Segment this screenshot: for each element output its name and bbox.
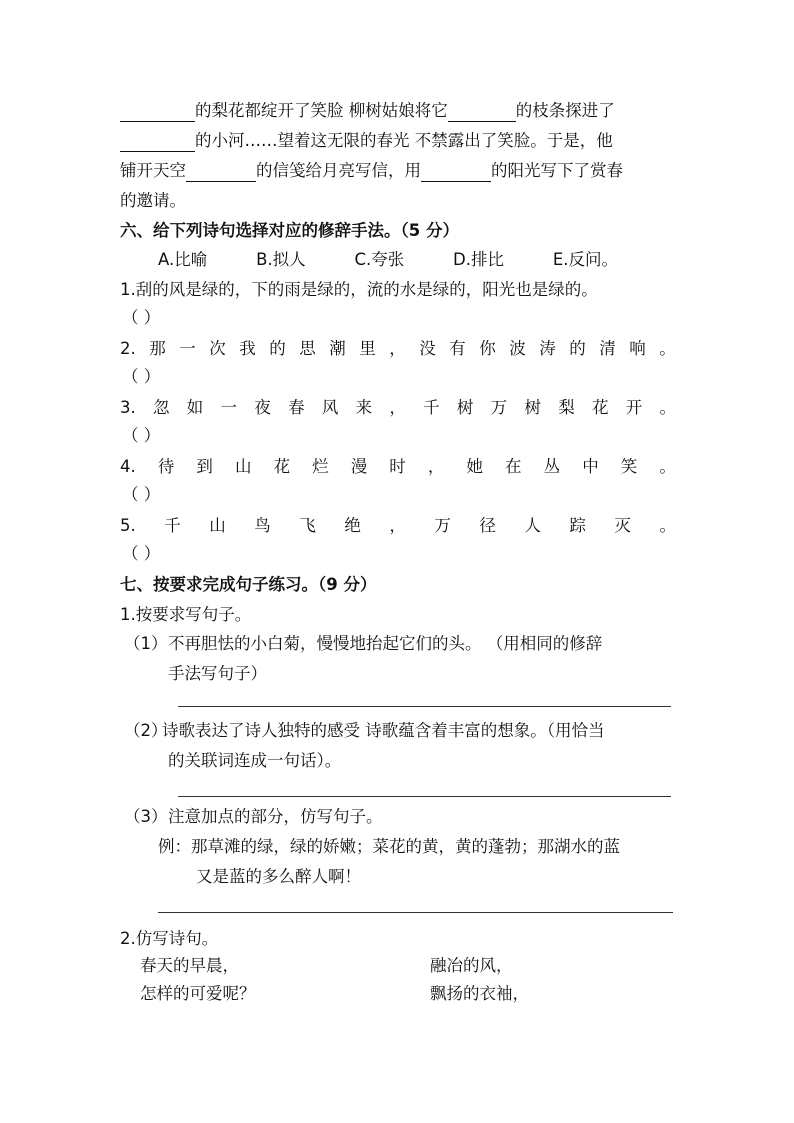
option: D.排比: [453, 250, 504, 269]
item-char: 波: [509, 339, 526, 358]
item-char: 千: [164, 516, 181, 535]
item-char: 飞: [299, 516, 316, 535]
question-item-1: [120, 279, 676, 301]
item-char: 。: [659, 398, 676, 417]
item-char: 丛: [543, 457, 561, 476]
option: B.拟人: [256, 250, 306, 269]
item-char: 万: [490, 398, 508, 417]
item-char: 花: [591, 398, 609, 417]
item-char: 千: [423, 398, 440, 417]
item-char: 时: [389, 457, 406, 476]
item-number: 3.: [120, 398, 136, 417]
item-char: 万: [434, 516, 451, 535]
item-char: 有: [449, 339, 466, 358]
fill-blank[interactable]: [186, 163, 256, 182]
sub-question-text: 手法写句子）: [168, 664, 267, 683]
sub-question-text: 不再胆怯的小白菊，慢慢地抬起它们的头。 （用相同的修辞: [168, 634, 603, 653]
passage-text: 铺开天空: [120, 161, 186, 180]
item-char: 树: [524, 398, 541, 417]
item-char: 我: [239, 339, 256, 358]
answer-line[interactable]: [158, 912, 673, 913]
item-char: 灭: [614, 516, 631, 535]
item-char: ，: [389, 516, 406, 535]
item-char: 在: [505, 457, 522, 476]
poem-line: 怎样的可爱呢？: [140, 984, 256, 1003]
item-char: 夜: [254, 398, 271, 417]
sub-question-label: （3）: [124, 807, 168, 826]
item-char: 风: [321, 398, 339, 417]
item-char: ，: [427, 457, 445, 476]
item-char: 径: [479, 516, 496, 535]
item-number: 5.: [120, 516, 136, 535]
item-char: 潮: [329, 339, 346, 358]
sub-question-text: 诗歌表达了诗人独特的感受 诗歌蕴含着丰富的想象。（用恰当: [162, 721, 605, 740]
question-item-4: [120, 456, 676, 478]
q1-title: 1.按要求写句子。: [120, 605, 252, 624]
section-7-title: 七、按要求完成句子练习。（9 分）: [120, 575, 377, 594]
item-char: 春: [288, 398, 305, 417]
passage-text: 的枝条探进了: [515, 101, 615, 120]
fill-blank[interactable]: [448, 103, 516, 122]
item-char: 待: [157, 457, 175, 476]
passage-text: 的邀请。: [120, 191, 186, 210]
question-item-2: [120, 338, 676, 360]
section-6-title: 六、给下列诗句选择对应的修辞手法。（5 分）: [120, 221, 459, 240]
answer-line[interactable]: [178, 706, 671, 707]
item-char: 花: [273, 457, 291, 476]
item-char: 一: [220, 398, 238, 417]
passage-line-1: [120, 100, 676, 122]
sub-question-text: 的关联词连成一句话）。: [168, 751, 342, 770]
item-char: 思: [299, 339, 316, 358]
item-number: 2.: [120, 339, 136, 358]
option: E.反问。: [552, 250, 618, 269]
rhetoric-options: [158, 249, 618, 271]
option: A.比喻: [158, 250, 208, 269]
item-char: 。: [659, 457, 676, 476]
item-char: 那: [149, 339, 166, 358]
question-item-3: [120, 397, 676, 419]
item-char: 一: [179, 339, 196, 358]
answer-bracket[interactable]: （ ）: [122, 426, 161, 445]
item-char: 绝: [344, 516, 361, 535]
item-char: 清: [599, 339, 616, 358]
option: C.夸张: [354, 250, 405, 269]
item-char: 的: [569, 339, 586, 358]
fill-blank[interactable]: [120, 133, 195, 152]
poem-line: 融冶的风，: [430, 956, 513, 975]
item-char: 鸟: [254, 516, 271, 535]
fill-blank[interactable]: [120, 103, 195, 122]
passage-line-2: [120, 130, 676, 152]
item-char: 如: [186, 398, 204, 417]
sub-question-label: （1）: [124, 634, 168, 653]
item-char: 没: [419, 339, 436, 358]
item-char: 烂: [312, 457, 329, 476]
example-text: 例：那草滩的绿，绿的娇嫩；菜花的黄，黄的蓬勃；那湖水的蓝: [158, 837, 620, 856]
passage-line-4: [120, 190, 186, 212]
item-number: 4.: [120, 457, 136, 476]
item-char: 来: [355, 398, 373, 417]
item-char: 的: [269, 339, 286, 358]
answer-line[interactable]: [178, 796, 671, 797]
answer-bracket[interactable]: （ ）: [122, 485, 161, 504]
item-char: 响: [629, 339, 646, 358]
sub-question-label: （2）: [124, 721, 168, 740]
item-char: 山: [209, 516, 226, 535]
item-char: 到: [196, 457, 213, 476]
item-char: 山: [234, 457, 252, 476]
item-number: 1.: [120, 280, 136, 299]
passage-text: 的梨花都绽开了笑脸 柳树姑娘将它: [195, 101, 448, 120]
item-char: 涛: [539, 339, 556, 358]
item-char: 漫: [350, 457, 368, 476]
item-char: 树: [456, 398, 474, 417]
poem-line: 春天的早晨，: [140, 956, 239, 975]
q2-title: 2.仿写诗句。: [120, 929, 219, 948]
item-char: 人: [524, 516, 541, 535]
answer-bracket[interactable]: （ ）: [122, 308, 161, 327]
poem-line: 飘扬的衣袖，: [430, 984, 529, 1003]
passage-text: 的信笺给月亮写信，用: [256, 161, 421, 180]
item-char: ，: [389, 339, 406, 358]
example-text: 又是蓝的多么醉人啊！: [196, 867, 361, 886]
item-char: 踪: [569, 516, 586, 535]
passage-line-3: [120, 160, 676, 182]
passage-text: 的阳光写下了赏春: [491, 161, 623, 180]
item-char: 中: [582, 457, 599, 476]
item-char: 笑: [620, 457, 638, 476]
passage-text: 的小河……望着这无限的春光 不禁露出了笑脸。于是，他: [195, 131, 613, 150]
item-char: 次: [209, 339, 226, 358]
item-char: 开: [625, 398, 643, 417]
answer-bracket[interactable]: （ ）: [122, 367, 161, 386]
item-char: 忽: [153, 398, 170, 417]
item-char: 梨: [558, 398, 575, 417]
item-char: 你: [479, 339, 496, 358]
item-char: 她: [466, 457, 483, 476]
question-item-5: [120, 515, 676, 537]
answer-bracket[interactable]: （ ）: [122, 544, 161, 563]
item-char: ，: [389, 398, 406, 417]
item-text: 刮的风是绿的，下的雨是绿的，流的水是绿的，阳光也是绿的。: [135, 280, 598, 299]
fill-blank[interactable]: [421, 163, 491, 182]
sub-question-text: 注意加点的部分，仿写句子。: [168, 807, 383, 826]
item-char: 里: [359, 339, 376, 358]
item-char: 。: [659, 516, 676, 535]
item-char: 。: [659, 339, 676, 358]
